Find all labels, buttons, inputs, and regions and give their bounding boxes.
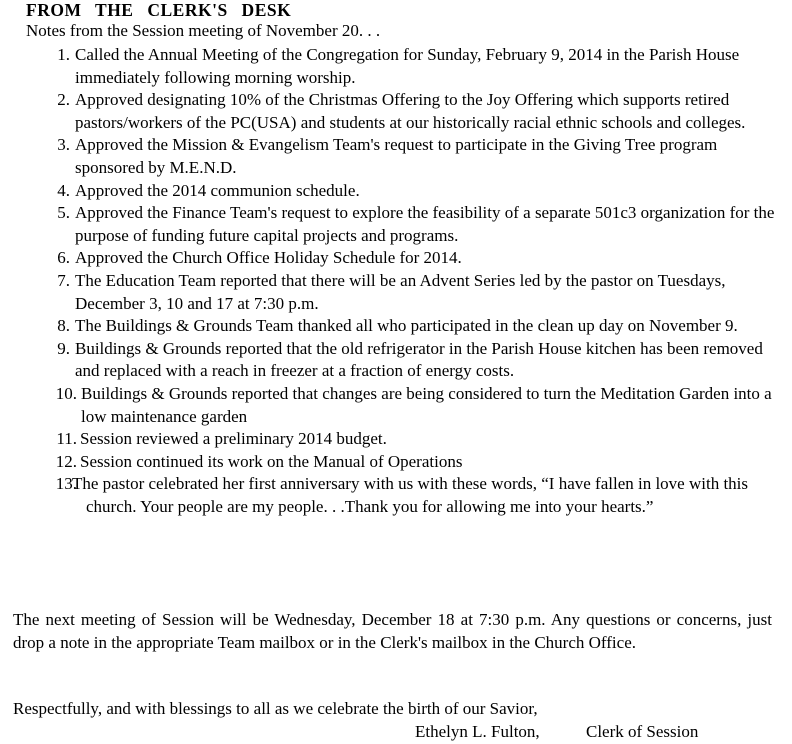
list-item: [0, 44, 775, 89]
list-item: [0, 451, 780, 474]
list-item: [0, 180, 775, 203]
signature-name: Ethelyn L. Fulton,: [415, 722, 540, 741]
item-text: Approved the Church Office Holiday Schedule for 2014.: [75, 248, 462, 268]
item-text: Approved designating 10% of the Christmas Offering to the Joy Offering which supports retired pastors/workers of the PC(USA) and students at our historically racial ethnic schools and colleges.: [75, 90, 746, 132]
item-number: 4.: [57, 180, 70, 200]
item-text: Buildings & Grounds reported that the old refrigerator in the Parish House kitchen has been removed and replaced with a reach in freezer at a fraction of energy costs.: [75, 338, 763, 381]
item-number: 5.: [57, 203, 70, 223]
next-meeting-paragraph: The next meeting of Session will be Wednesday, December 18 at 7:30 p.m. Any questions or concerns, just drop a note in the appropriate Team mailbox or in the Clerk's mailbox in the Church Office.: [13, 610, 772, 652]
session-notes-list: [0, 44, 792, 518]
item-text: Buildings & Grounds reported that changes are being considered to turn the Meditation Garden into a low maintenance garden: [81, 383, 772, 426]
list-item: [0, 247, 775, 270]
item-number: 1.: [57, 45, 70, 64]
list-item: [0, 315, 775, 338]
item-text: The pastor celebrated her first anniversary with us with these words, “I have fallen in love with this church. Your people are my people. . .Thank you for allowing me into your hearts.”: [72, 474, 749, 516]
list-item: [0, 383, 781, 428]
list-item: [0, 428, 780, 451]
list-item: [0, 338, 775, 383]
item-number: 12.: [55, 451, 77, 471]
item-number: 9.: [57, 338, 70, 358]
item-text: Approved the Finance Team's request to explore the feasibility of a separate 501c3 organization for the purpose of funding future capital projects and programs.: [75, 203, 775, 245]
item-number: 3.: [57, 135, 70, 155]
item-number: 13.: [55, 474, 77, 494]
list-item: [0, 202, 775, 247]
item-number: 8.: [57, 316, 70, 336]
item-number: 10.: [55, 383, 77, 403]
item-number: 11.: [56, 429, 77, 449]
page-title: FROM THE CLERK'S DESK: [26, 0, 292, 20]
signature-title: Clerk of Session: [586, 722, 699, 741]
item-number: 2.: [57, 90, 70, 110]
item-number: 7.: [57, 270, 70, 290]
list-item: [0, 473, 772, 518]
item-text: Session reviewed a preliminary 2014 budget.: [80, 429, 387, 449]
list-item: [0, 89, 775, 134]
item-text: Approved the 2014 communion schedule.: [75, 180, 360, 200]
list-item: [0, 134, 775, 179]
item-text: The Education Team reported that there will be an Advent Series led by the pastor on Tuesdays, December 3, 10 and 17 at 7:30 p.m.: [75, 270, 726, 313]
item-text: Called the Annual Meeting of the Congregation for Sunday, February 9, 2014 in the Parish House immediately following morning worship.: [75, 45, 740, 87]
list-item: [0, 270, 775, 315]
closing-line: Respectfully, and with blessings to all as we celebrate the birth of our Savior,: [13, 699, 538, 718]
item-text: Session continued its work on the Manual of Operations: [80, 451, 463, 471]
intro-text: Notes from the Session meeting of November 20. . .: [26, 21, 381, 40]
item-text: Approved the Mission & Evangelism Team's request to participate in the Giving Tree program sponsored by M.E.N.D.: [75, 135, 718, 177]
item-number: 6.: [57, 248, 70, 268]
item-text: The Buildings & Grounds Team thanked all who participated in the clean up day on November 9.: [75, 316, 738, 336]
